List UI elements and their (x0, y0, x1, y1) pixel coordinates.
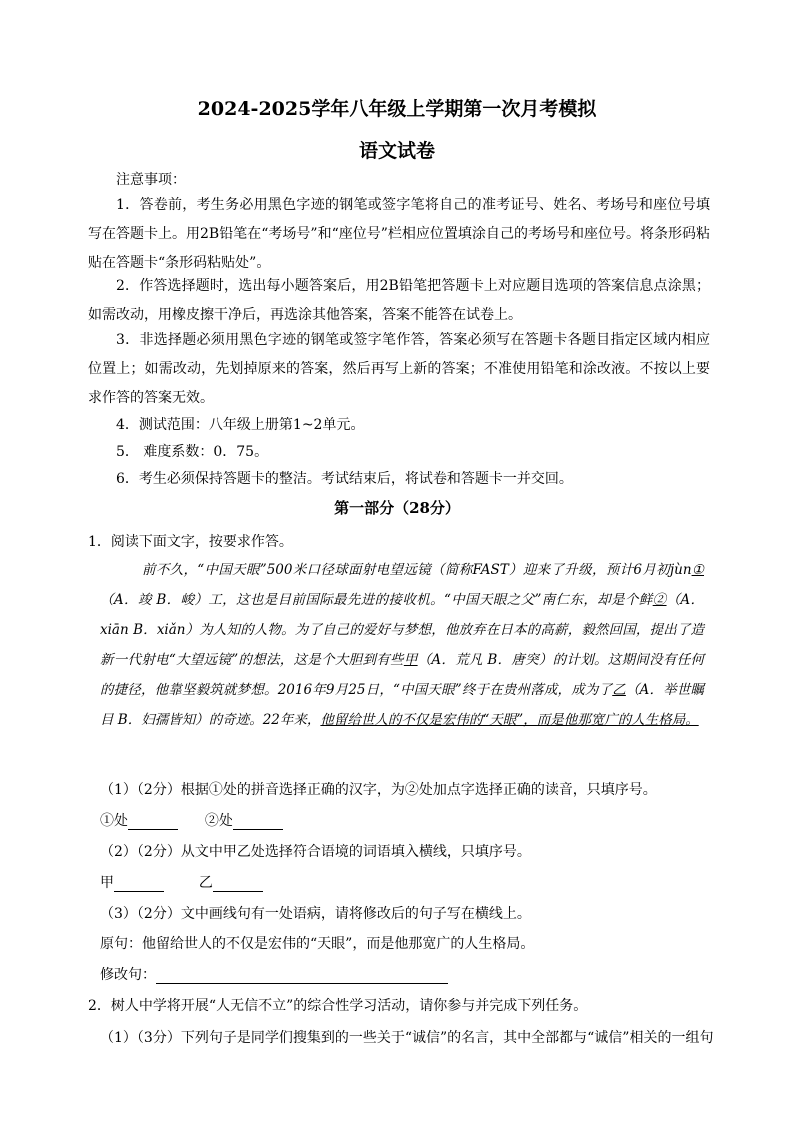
passage-text: （A．荒凡 B．唐突）的计划。这期间没有任何的捷径，他靠坚毅筑就梦想。2016年9月25日，“中国天眼”终于在贵州落成，成为了 (100, 652, 705, 698)
notice-item-5: 5． 难度系数：0．75。 (116, 444, 269, 460)
mark-jia: 甲 (403, 652, 418, 668)
q1-sub3: （3）（2分）文中画线句有一处语病，请将修改后的句子写在横线上。 (100, 906, 531, 922)
notice-heading: 注意事项： (116, 172, 186, 188)
answer-blank-jia[interactable] (114, 877, 164, 892)
exam-subtitle: 语文试卷 (358, 140, 435, 162)
mark-yi: 乙 (612, 682, 626, 698)
answer-blank-yi[interactable] (213, 877, 263, 892)
passage-text: （A．举世瞩目 B．妇孺皆知）的奇迹。22年来， (100, 682, 704, 728)
q1-original-sentence: 原句：他留给世人的不仅是宏伟的“天眼”，而是他那宽广的人生格局。 (100, 936, 535, 952)
q1-sub1: （1）（2分）根据①处的拼音选择正确的汉字，为②处加点字选择正确的读音，只填序号。 (100, 782, 657, 798)
mark-1: ① (691, 562, 704, 578)
answer-blank-1[interactable] (128, 815, 178, 830)
revised-label: 修改句： (100, 967, 156, 983)
q1-sub2: （2）（2分）从文中甲乙处选择符合语境的词语填入横线，只填序号。 (100, 844, 531, 860)
answer-label-2: ②处 (204, 813, 233, 829)
notice-item-6: 6．考生必须保持答题卡的整洁。考试结束后，将试卷和答题卡一并交回。 (116, 471, 573, 487)
q1-revised-row (100, 966, 448, 984)
q1-sub2-answers (100, 874, 263, 892)
answer-label-1: ①处 (100, 813, 128, 829)
q1-stem: 1．阅读下面文字，按要求作答。 (88, 534, 293, 550)
underlined-sentence: 他留给世人的不仅是宏伟的“天眼”，而是他那宽广的人生格局。 (320, 712, 699, 728)
notice-item-2: 2．作答选择题时，选出每小题答案后，用2B铅笔把答题卡上对应题目选项的答案信息点涂黑；如需改动，用橡皮擦干净后，再选涂其他答案，答案不能答在试卷上。 (88, 278, 710, 323)
passage-text: （A．xiān B．xiǎn）为人知的人物。为了自己的爱好与梦想，他放弃在日本的高薪，毅然回国，提出了造新一代射电“大望远镜”的想法，这是个大胆到有些 (100, 592, 705, 668)
q1-passage (100, 555, 704, 735)
section-heading: 第一部分（28分） (334, 499, 460, 517)
notice-item-3: 3．非选择题必须用黑色字迹的钢笔或签字笔作答，答案必须写在答题卡各题目指定区域内相应位置上；如需改动，先划掉原来的答案，然后再写上新的答案；不准使用铅笔和涂改液。不按以上要求作答的答案无效。 (88, 332, 710, 406)
q2-stem: 2．树人中学将开展“人无信不立”的综合性学习活动，请你参与并完成下列任务。 (88, 998, 588, 1014)
answer-blank-2[interactable] (233, 815, 283, 830)
revised-answer-blank[interactable] (156, 969, 448, 984)
passage-text: 前不久，“中国天眼”500米口径球面射电望远镜（简称FAST）迎来了升级，预计6月初jùn (142, 562, 692, 578)
answer-label-yi: 乙 (198, 875, 213, 891)
notice-item-1: 1．答卷前，考生务必用黑色字迹的钢笔或签字笔将自己的准考证号、姓名、考场号和座位号填写在答题卡上。用2B铅笔在“考场号”和“座位号”栏相应位置填涂自己的考场号和座位号。将条形码粘贴在答题卡“条形码粘贴处”。 (88, 197, 710, 271)
passage-text: （A．竣 B．峻）工，这也是目前国际最先进的接收机。“中国天眼之父”南仁东，却是个鲜 (100, 592, 653, 608)
mark-2: ② (652, 592, 667, 608)
answer-label-jia: 甲 (100, 875, 114, 891)
notice-item-4: 4．测试范围：八年级上册第1~2单元。 (116, 417, 365, 433)
exam-title: 2024-2025学年八年级上学期第一次月考模拟 (197, 98, 597, 120)
q2-sub1: （1）（3分）下列句子是同学们搜集到的一些关于“诚信”的名言，其中全部都与“诚信”相关的一组句 (100, 1030, 714, 1046)
q1-sub1-answers (100, 812, 283, 830)
